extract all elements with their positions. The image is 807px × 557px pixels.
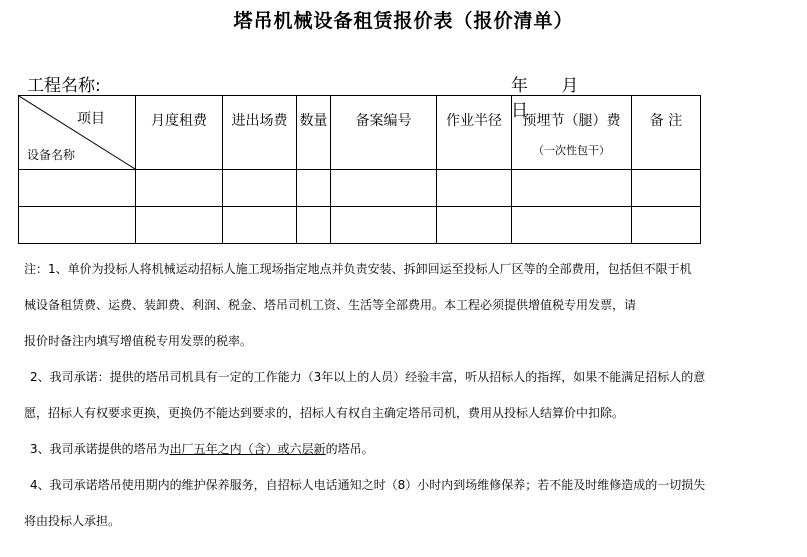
diag-item-label: 项目 <box>77 111 105 127</box>
table-row <box>19 207 701 244</box>
table-cell[interactable] <box>19 207 136 244</box>
note-4-line-1: 4、我司承诺塔吊使用期内的维护保养服务，自招标人电话通知之时（8）小时内到场维修保养；若不能及时维修造成的一切损失 <box>30 478 706 492</box>
note-2-line-2: 愿，招标人有权要求更换，更换仍不能达到要求的，招标人有权自主确定塔吊司机，费用从投标人结算价中扣除。 <box>24 406 625 420</box>
note-1-line-2: 械设备租赁费、运费、装卸费、利润、税金、塔吊司机工资、生活等全部费用。本工程必须提供增值税专用发票，请 <box>24 298 637 312</box>
header-working-radius: 作业半径 <box>437 96 512 170</box>
diag-equipment-label: 设备名称 <box>27 148 76 162</box>
year-label: 年 <box>511 76 528 96</box>
table-cell[interactable] <box>437 207 512 244</box>
diagonal-header-cell <box>19 96 136 170</box>
note-3 <box>24 439 794 475</box>
notes-section <box>24 259 794 547</box>
table-header-row <box>19 96 701 170</box>
table-cell[interactable] <box>512 207 632 244</box>
note-1-line-3: 报价时备注内填写增值税专用发票的税率。 <box>24 334 253 348</box>
table-cell[interactable] <box>223 207 297 244</box>
note-1-line-1: 注：1、单价为投标人将机械运动招标人施工现场指定地点并负责安装、拆卸回运至投标人厂区等的全部费用，包括但不限于机 <box>24 262 692 276</box>
header-entry-exit-fee: 进出场费 <box>223 96 297 170</box>
header-embedded-section-fee <box>512 96 632 170</box>
header-record-number: 备案编号 <box>331 96 437 170</box>
header-quantity: 数量 <box>297 96 331 170</box>
table-cell[interactable] <box>19 170 136 207</box>
embedded-fee-label: 预埋节（腿）费 <box>522 113 621 129</box>
table-cell[interactable] <box>437 170 512 207</box>
page-title: 塔吊机械设备租赁报价表（报价清单） <box>233 10 574 32</box>
table-cell[interactable] <box>297 170 331 207</box>
table-row <box>19 170 701 207</box>
embedded-fee-subnote: （一次性包干） <box>533 144 610 157</box>
table-cell[interactable] <box>136 170 223 207</box>
note-3-suffix: 的塔吊。 <box>325 442 374 456</box>
note-3-prefix: 3、我司承诺提供的塔吊为 <box>30 442 170 456</box>
note-2-line-1: 2、我司承诺：提供的塔吊司机具有一定的工作能力（3年以上的人员）经验丰富，听从招标人的指挥，如果不能满足招标人的意 <box>30 370 706 384</box>
header-monthly-rent: 月度租费 <box>136 96 223 170</box>
header-remarks: 备 注 <box>632 96 701 170</box>
quote-table <box>18 95 701 244</box>
project-name-label: 工程名称: <box>27 76 101 96</box>
note-3-fill-in: 出厂五年之内（含）或六层新 <box>169 442 326 456</box>
day-label: 日 <box>511 101 528 121</box>
table-cell[interactable] <box>632 170 701 207</box>
table-cell[interactable] <box>331 170 437 207</box>
table-cell[interactable] <box>136 207 223 244</box>
table-cell[interactable] <box>297 207 331 244</box>
table-cell[interactable] <box>223 170 297 207</box>
table-cell[interactable] <box>512 170 632 207</box>
month-label: 月 <box>561 76 579 96</box>
table-cell[interactable] <box>632 207 701 244</box>
note-4-line-2: 将由投标人承担。 <box>24 514 121 528</box>
table-cell[interactable] <box>331 207 437 244</box>
